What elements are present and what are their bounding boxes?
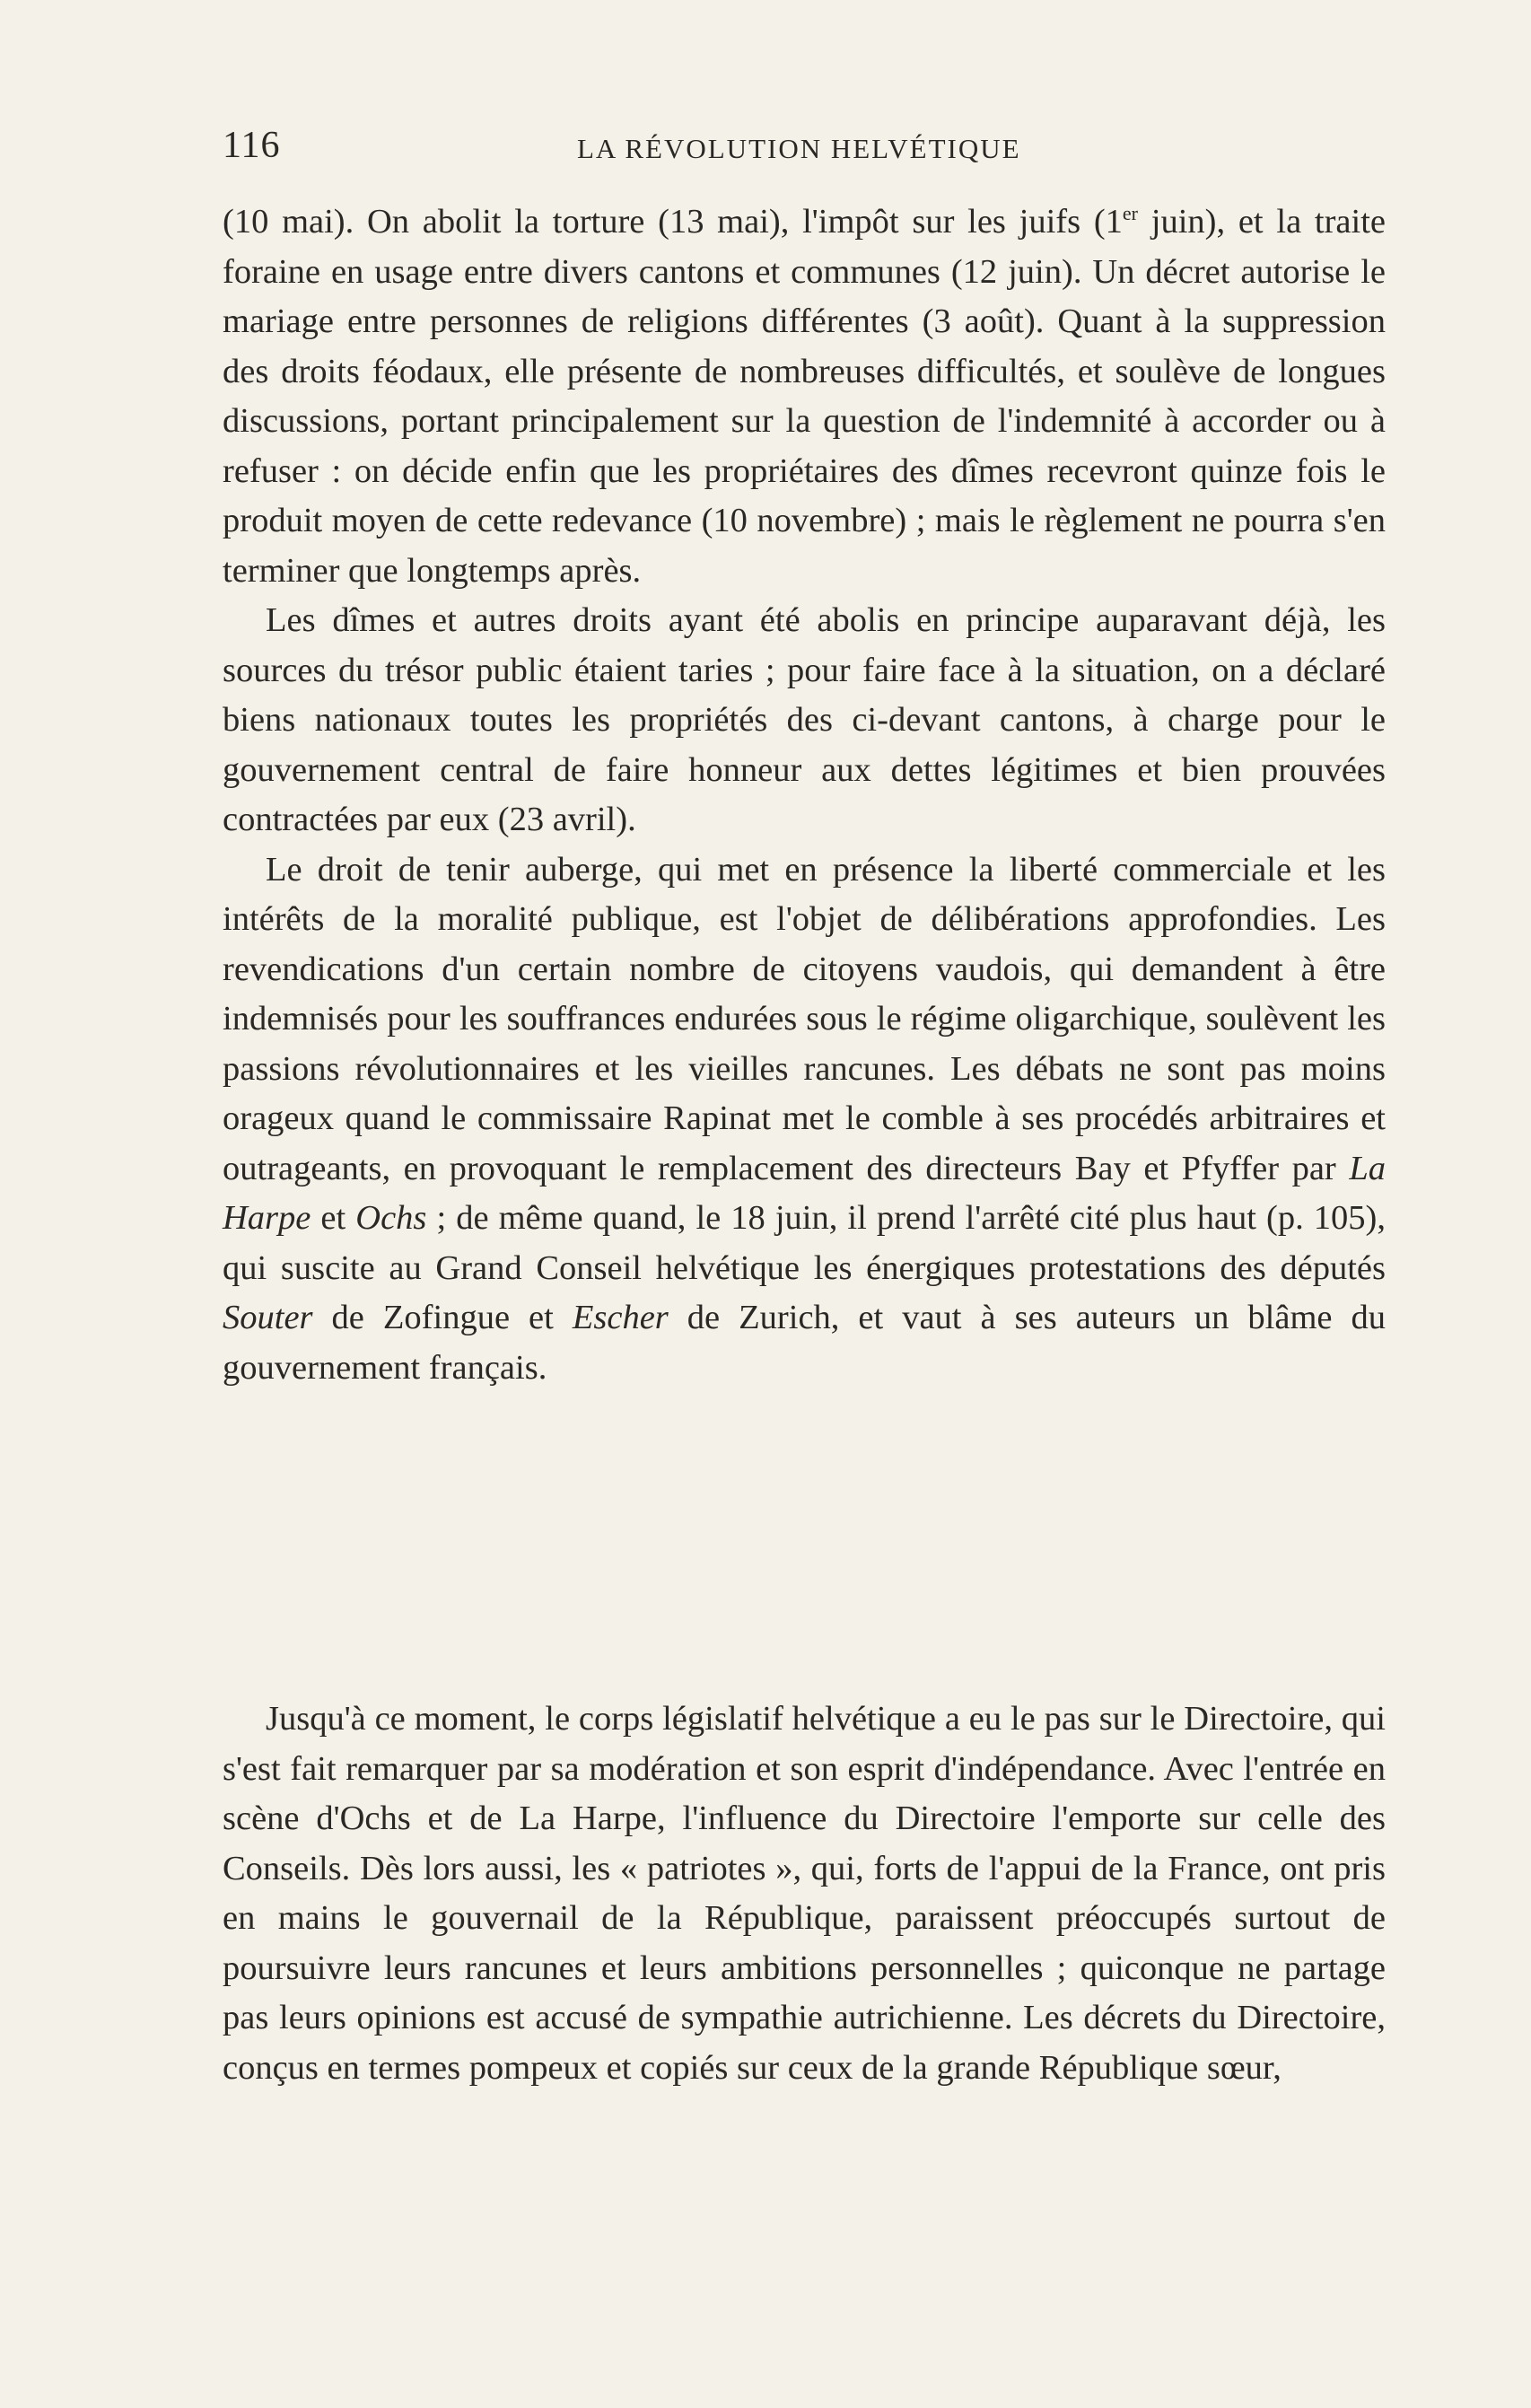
text-run: de Zurich, et vaut à ses auteurs un blâme du gouvernement français.: [223, 1299, 1387, 1387]
page-number: 116: [223, 125, 281, 166]
person-name: Escher: [572, 1299, 669, 1336]
text-run: ; de même quand, le 18 juin, il prend l'arrêté cité plus haut (p. 105), qui suscite au Grand Conseil helvétique les énergiques protestations des députés: [223, 1199, 1386, 1287]
paragraph-directoire: Jusqu'à ce moment, le corps législatif helvétique a eu le pas sur le Directoire, qui s'est fait remarquer par sa modération et son esprit d'indépendance. Avec l'entrée en scène d'Ochs et de La Harpe, l'influence du Directoire l'emporte sur celle des Conseils. Dès lors aussi, les « patriotes », qui, forts de l'appui de la France, ont pris en mains le gouvernail de la République, paraissent préoccupés surtout de poursuivre leurs rancunes et leurs ambitions personnelles ; quiconque ne partage pas leurs opinions est accusé de sympathie autrichienne. Les décrets du Directoire, conçus en termes pompeux et copiés sur ceux de la grande République sœur,: [223, 1700, 1386, 2087]
person-name: Souter: [223, 1299, 313, 1336]
person-name: La Harpe: [223, 1149, 1386, 1237]
page-header: [223, 124, 1389, 178]
running-title: LA RÉVOLUTION HELVÉTIQUE: [577, 133, 1021, 164]
text-run: de Zofingue et: [312, 1299, 573, 1336]
paragraph-auberge: [223, 845, 1386, 1394]
text-run: et: [311, 1199, 356, 1237]
text-run: Le droit de tenir auberge, qui met en présence la liberté commerciale et les intérêts de la moralité publique, est l'objet de délibérations approfondies. Les revendications d'un certain nombre de citoyens vaudois, qui demandent à être indemnisés pour les souffrances endurées sous le régime oligarchique, soulèvent les passions révolutionnaires et les vieilles rancunes. Les débats ne sont pas moins orageux quand le commissaire Rapinat met le comble à ses procédés arbitraires et outrageants, en provoquant le remplacement des directeurs Bay et Pfyffer par: [223, 850, 1386, 1187]
paragraph-continuation: [223, 197, 1386, 596]
body-section-1: [223, 197, 1386, 1393]
text-run: juin), et la traite foraine en usage entre divers cantons et communes (12 juin). Un décret autorise le mariage entre personnes de religions différentes (3 août). Quant à la suppression des droits féodaux, elle présente de nombreuses difficultés, et soulève de longues discussions, portant principalement sur la question de l'indemnité à accorder ou à refuser : on décide enfin que les propriétaires des dîmes recevront quinze fois le produit moyen de cette redevance (10 novembre) ; mais le règlement ne pourra s'en terminer que longtemps après.: [223, 203, 1386, 590]
text-run: (10 mai). On abolit la torture (13 mai), l'impôt sur les juifs (1: [223, 203, 1123, 241]
body-section-2: [223, 1694, 1386, 2093]
person-name: Ochs: [355, 1199, 427, 1237]
paragraph-dimes: Les dîmes et autres droits ayant été abolis en principe auparavant déjà, les sources du trésor public étaient taries ; pour faire face à la situation, on a déclaré biens nationaux toutes les propriétés des ci-devant cantons, à charge pour le gouvernement central de faire honneur aux dettes légitimes et bien prouvées contractées par eux (23 avril).: [223, 601, 1386, 838]
superscript-er: er: [1122, 202, 1139, 224]
